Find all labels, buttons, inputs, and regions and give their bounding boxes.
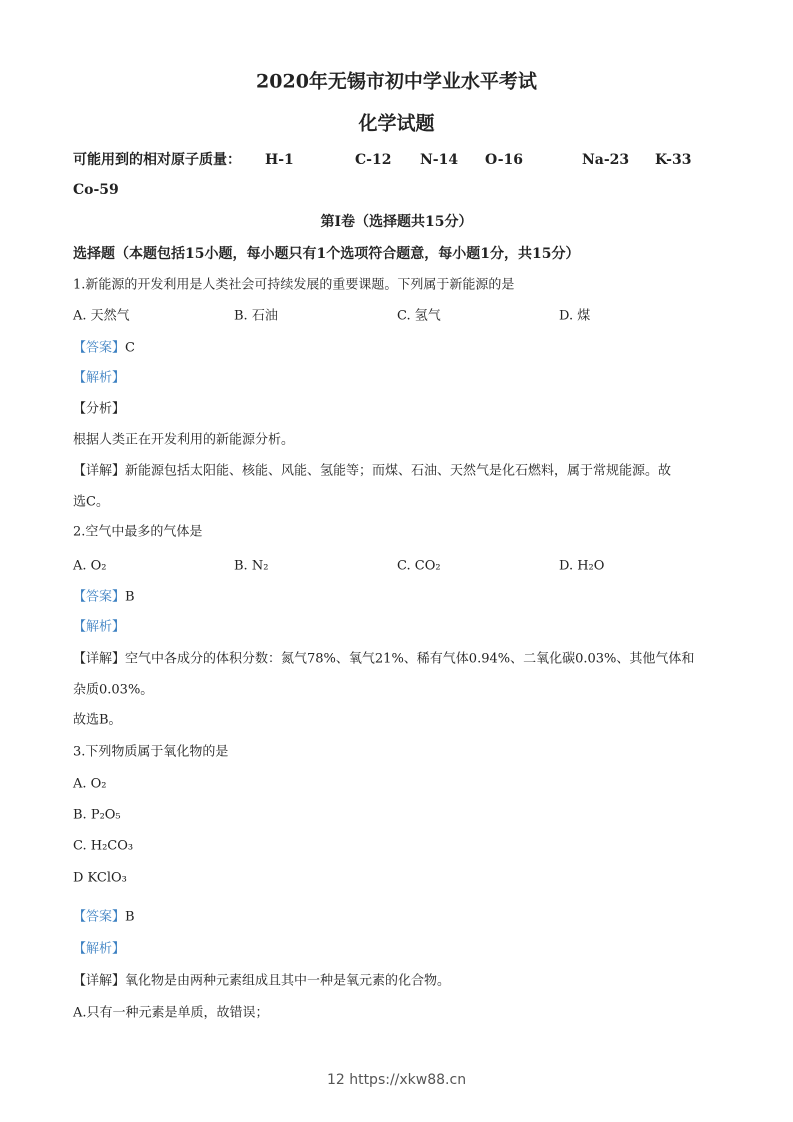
answer-label: 【答案】 bbox=[73, 909, 126, 925]
question-2-option-c: C. CO₂ bbox=[397, 558, 441, 574]
detail-label: 【详解】 bbox=[73, 973, 126, 989]
question-3-stem: 3.下列物质属于氧化物的是 bbox=[73, 744, 229, 760]
detail-text: 新能源包括太阳能、核能、风能、氢能等；而煤、石油、天然气是化石燃料，属于常规能源。故 bbox=[125, 463, 672, 479]
question-2-option-a: A. O₂ bbox=[73, 558, 107, 574]
analysis-label: 【解析】 bbox=[73, 619, 126, 635]
question-3-option-a-explanation: A.只有一种元素是单质，故错误； bbox=[73, 1005, 269, 1021]
atomic-mass-item: C-12 bbox=[355, 152, 392, 168]
question-1-detail bbox=[73, 465, 671, 478]
atomic-mass-label: 可能用到的相对原子质量： bbox=[73, 152, 241, 168]
page-footer: 12 https://xkw88.cn bbox=[326, 1072, 467, 1088]
atomic-mass-item: H-1 bbox=[265, 152, 294, 168]
answer-value: B bbox=[125, 909, 135, 925]
analysis-label: 【解析】 bbox=[73, 370, 126, 386]
question-2-stem: 2.空气中最多的气体是 bbox=[73, 524, 203, 540]
page-title: 2020年无锡市初中学业水平考试 bbox=[256, 70, 537, 93]
atomic-mass-item: K-33 bbox=[655, 152, 692, 168]
atomic-mass-item: N-14 bbox=[420, 152, 459, 168]
question-3-option-d: D KClO₃ bbox=[73, 870, 127, 886]
answer-label: 【答案】 bbox=[73, 340, 126, 356]
analysis-label: 【解析】 bbox=[73, 941, 126, 957]
detail-text: 空气中各成分的体积分数：氮气78%、氧气21%、稀有气体0.94%、二氧化碳0.03%、其他气体和 bbox=[125, 651, 695, 667]
section-description: 选择题（本题包括15小题，每小题只有1个选项符合题意，每小题1分，共15分） bbox=[73, 246, 580, 262]
question-3-detail bbox=[73, 975, 450, 988]
question-3-answer bbox=[73, 911, 135, 924]
fenxi-label: 【分析】 bbox=[73, 401, 126, 417]
atomic-mass-item: Na-23 bbox=[582, 152, 630, 168]
question-2-answer bbox=[73, 591, 135, 604]
question-1-detail-cont: 选C。 bbox=[73, 494, 109, 510]
answer-value: B bbox=[125, 589, 135, 605]
question-2-option-d: D. H₂O bbox=[559, 558, 605, 574]
question-1-stem: 1.新能源的开发利用是人类社会可持续发展的重要课题。下列属于新能源的是 bbox=[73, 277, 515, 293]
question-1-option-c: C. 氢气 bbox=[397, 308, 441, 324]
detail-label: 【详解】 bbox=[73, 651, 126, 667]
answer-value: C bbox=[125, 340, 135, 356]
question-2-conclusion: 故选B。 bbox=[73, 712, 122, 728]
question-3-option-c: C. H₂CO₃ bbox=[73, 838, 134, 854]
section-title: 第I卷（选择题共15分） bbox=[320, 214, 473, 230]
detail-text: 氧化物是由两种元素组成且其中一种是氧元素的化合物。 bbox=[125, 973, 451, 989]
page-subtitle: 化学试题 bbox=[358, 112, 435, 135]
detail-label: 【详解】 bbox=[73, 463, 126, 479]
question-2-option-b: B. N₂ bbox=[234, 558, 269, 574]
question-1-answer bbox=[73, 342, 135, 355]
question-2-detail-cont: 杂质0.03%。 bbox=[73, 682, 154, 698]
question-1-option-b: B. 石油 bbox=[234, 308, 278, 324]
answer-label: 【答案】 bbox=[73, 589, 126, 605]
atomic-mass-item: O-16 bbox=[485, 152, 524, 168]
question-1-option-d: D. 煤 bbox=[559, 308, 591, 324]
question-1-fenxi-text: 根据人类正在开发利用的新能源分析。 bbox=[73, 432, 295, 448]
question-3-option-b: B. P₂O₅ bbox=[73, 807, 121, 823]
question-2-detail bbox=[73, 653, 694, 666]
atomic-mass-item: Co-59 bbox=[73, 182, 119, 198]
question-1-option-a: A. 天然气 bbox=[73, 308, 130, 324]
question-3-option-a: A. O₂ bbox=[73, 776, 107, 792]
